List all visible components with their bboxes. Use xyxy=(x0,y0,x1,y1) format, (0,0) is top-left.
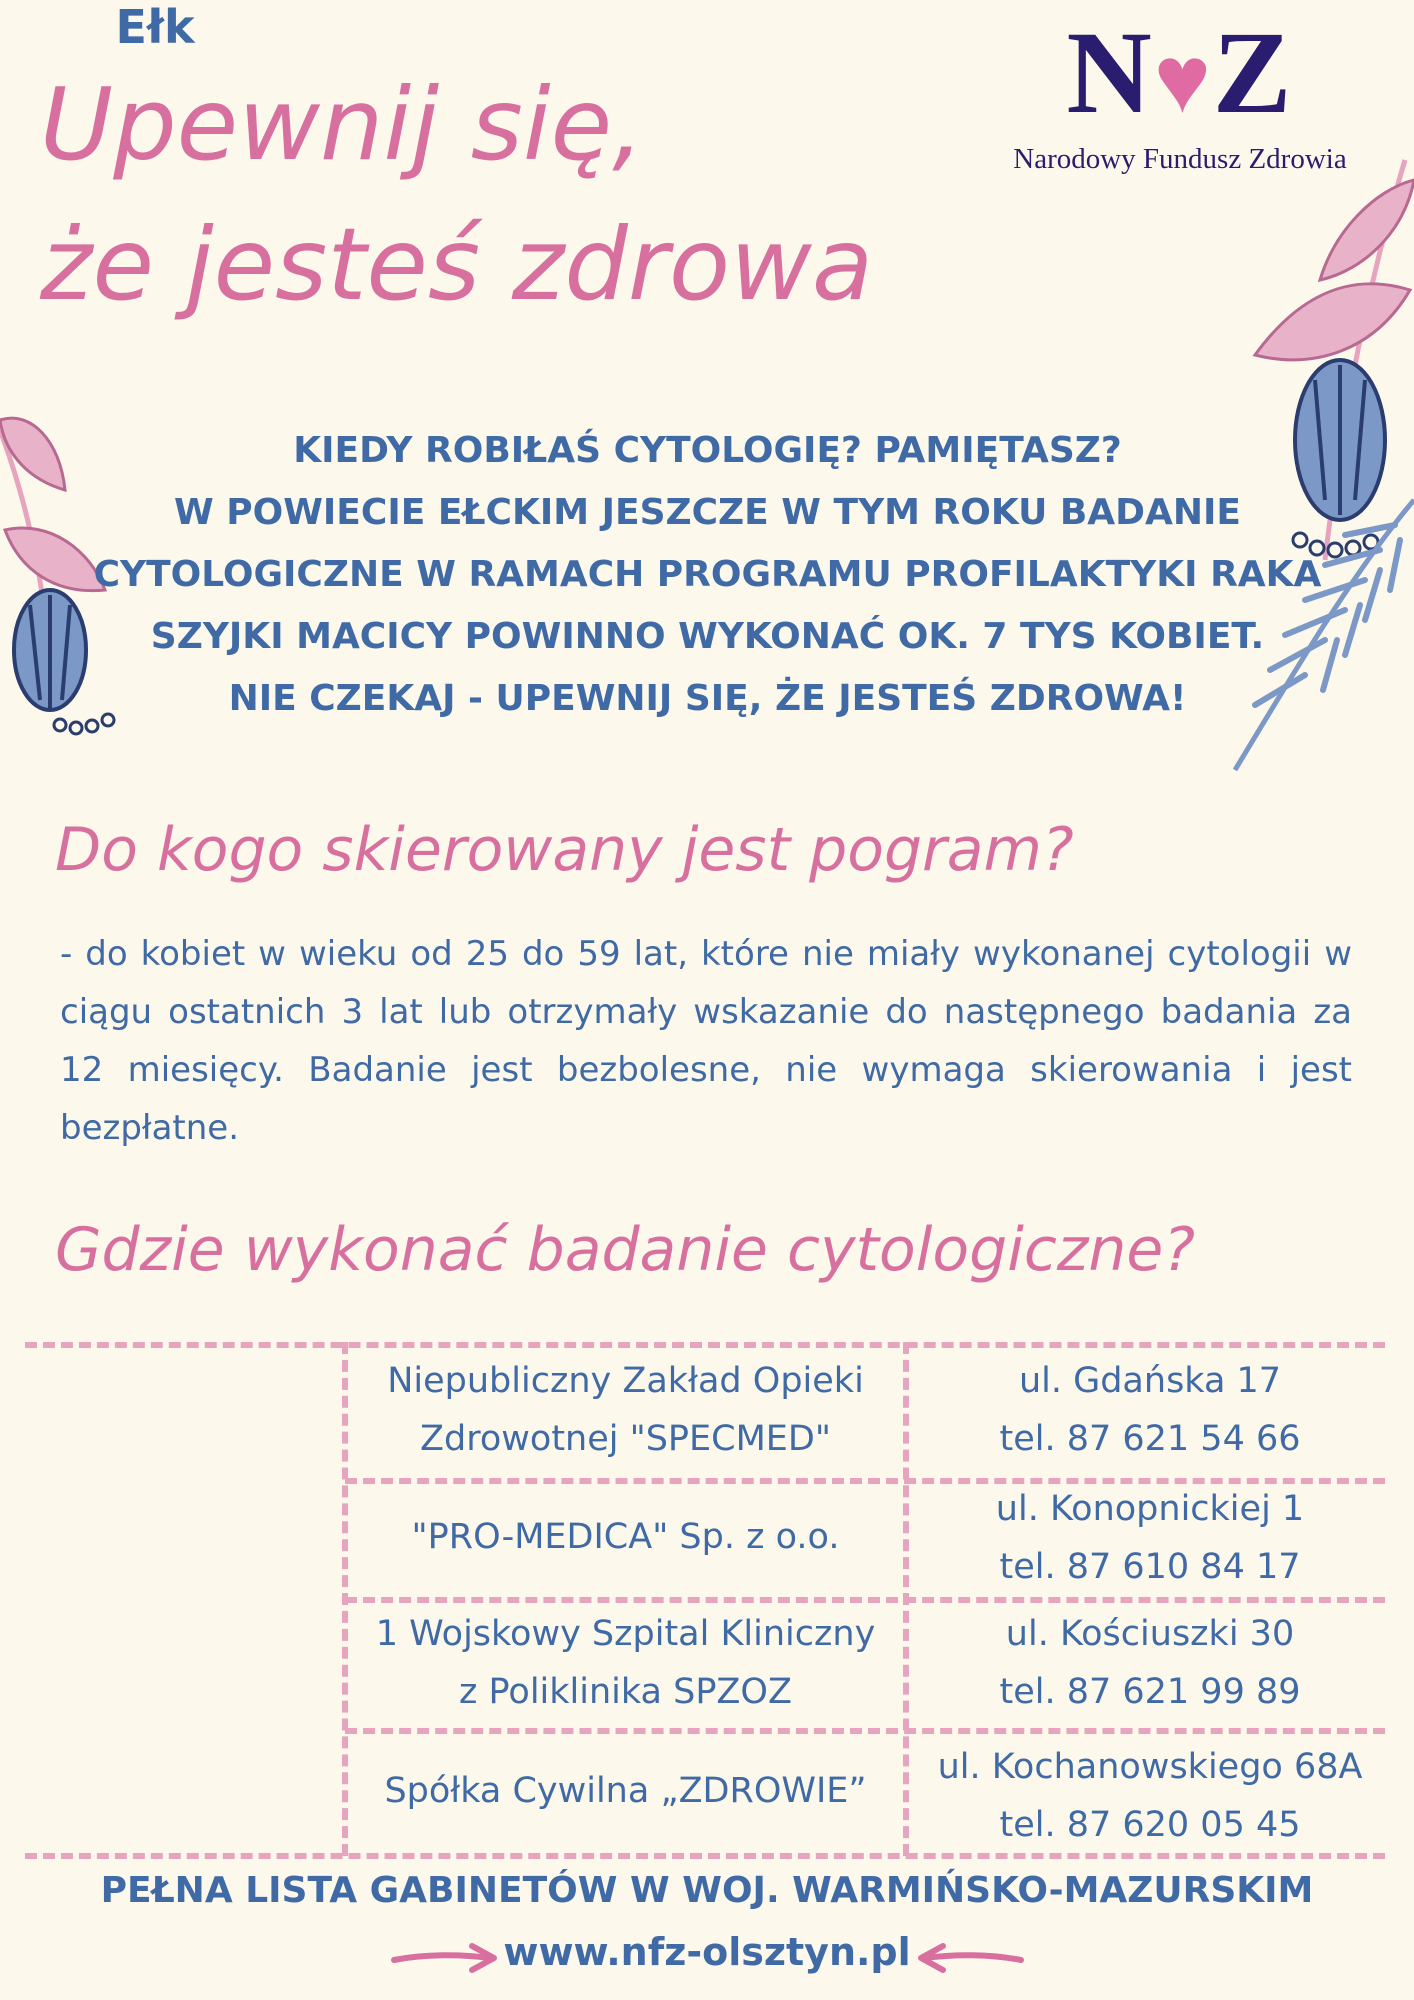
clinic-contact xyxy=(910,1480,1390,1596)
clinic-name xyxy=(348,1352,903,1468)
clinic-contact xyxy=(910,1605,1390,1721)
section-heading-target-group: Do kogo skierowany jest pogram? xyxy=(55,815,1074,885)
title-line-2: że jesteś zdrowa xyxy=(40,206,874,323)
clinic-name xyxy=(348,1762,903,1820)
intro-line: NIE CZEKAJ - UPEWNIJ SIĘ, ŻE JESTEŚ ZDROWA! xyxy=(228,678,1187,719)
clinic-phone: tel. 87 620 05 45 xyxy=(999,1805,1301,1845)
city-label: Ełk xyxy=(115,0,195,54)
nfz-logo xyxy=(970,7,1390,176)
table-column-divider xyxy=(903,1342,909,1856)
clinic-contact xyxy=(910,1738,1390,1854)
arrow-left-icon xyxy=(915,1940,1025,1976)
clinic-name xyxy=(348,1605,903,1721)
intro-text xyxy=(80,420,1335,730)
nfz-logo-mark: N♥Z xyxy=(1066,7,1294,138)
intro-line: SZYJKI MACICY POWINNO WYKONAĆ OK. 7 TYS KOBIET. xyxy=(150,616,1265,657)
clinic-contact xyxy=(910,1352,1390,1468)
target-group-text: - do kobiet w wieku od 25 do 59 lat, które nie miały wykonanej cytologii w ciągu ostatnich 3 lat lub otrzymały wskazanie do następnego badania za 12 miesięcy. Badanie jest bezbolesne, nie wymaga skierowania i jest bezpłatne. xyxy=(60,934,1352,1148)
clinic-name-line: Niepubliczny Zakład Opieki xyxy=(387,1361,864,1401)
section-heading-locations: Gdzie wykonać badanie cytologiczne? xyxy=(55,1215,1196,1285)
table-border-top xyxy=(25,1342,1385,1348)
clinic-name-line: 1 Wojskowy Szpital Kliniczny xyxy=(375,1614,876,1654)
clinic-name-line: z Poliklinika SPZOZ xyxy=(459,1672,792,1712)
clinic-address: ul. Gdańska 17 xyxy=(1018,1361,1282,1401)
intro-line: CYTOLOGICZNE W RAMACH PROGRAMU PROFILAKTYKI RAKA xyxy=(93,554,1322,595)
clinic-phone: tel. 87 610 84 17 xyxy=(999,1547,1301,1587)
clinic-address: ul. Kościuszki 30 xyxy=(1005,1614,1295,1654)
clinic-address: ul. Kochanowskiego 68A xyxy=(937,1747,1363,1787)
logo-subtitle: Narodowy Fundusz Zdrowia xyxy=(1013,143,1347,175)
clinic-phone: tel. 87 621 99 89 xyxy=(999,1672,1301,1712)
clinic-name-line: "PRO-MEDICA" Sp. z o.o. xyxy=(411,1517,840,1557)
title-line-1: Upewnij się, xyxy=(40,66,644,183)
footer-line: PEŁNA LISTA GABINETÓW W WOJ. WARMIŃSKO-MAZURSKIM xyxy=(100,1870,1314,1911)
intro-line: W POWIECIE EŁCKIM JESZCZE W TYM ROKU BADANIE xyxy=(173,492,1242,533)
clinic-name xyxy=(348,1508,903,1566)
table-divider xyxy=(345,1728,1385,1734)
intro-line: KIEDY ROBIŁAŚ CYTOLOGIĘ? PAMIĘTASZ? xyxy=(293,430,1122,471)
clinic-name-line: Zdrowotnej "SPECMED" xyxy=(420,1419,831,1459)
heart-icon: ♥ xyxy=(1153,26,1213,133)
website-link[interactable]: www.nfz-olsztyn.pl xyxy=(503,1930,911,1974)
page-title xyxy=(40,55,873,335)
clinic-phone: tel. 87 621 54 66 xyxy=(999,1419,1301,1459)
table-divider xyxy=(345,1597,1385,1603)
clinic-address: ul. Konopnickiej 1 xyxy=(995,1489,1305,1529)
clinic-name-line: Spółka Cywilna „ZDROWIE” xyxy=(384,1771,867,1811)
